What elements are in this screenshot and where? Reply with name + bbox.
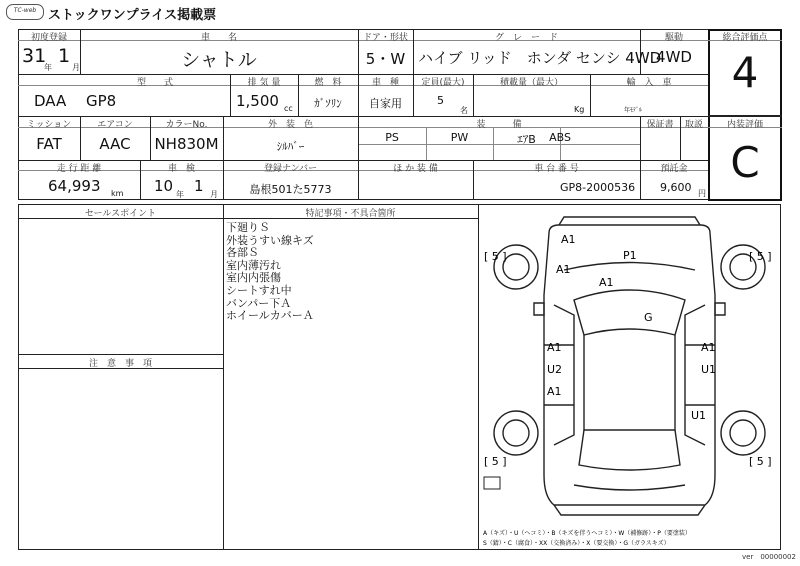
door-type-value: 5・W (365, 50, 406, 68)
label-car-name: 車 名 (200, 33, 237, 43)
first-reg-month-unit: 月 (72, 63, 80, 72)
grade-value: ハイブ リッド ホンダ センシ 4WD (418, 49, 662, 67)
overall-score-value: 4 (731, 48, 759, 97)
load-unit: Kg (574, 105, 585, 114)
usage-value: 自家用 (369, 97, 402, 110)
lower-v1 (223, 204, 224, 550)
mission-value: FAT (36, 135, 62, 153)
code-p1-front: P1 (623, 249, 637, 262)
label-chassis: 車 台 番 号 (534, 164, 579, 174)
tire-rear-left: [ 5 ] (484, 455, 507, 468)
color-value: ｼﾙﾊﾞｰ (276, 140, 305, 153)
label-load: 積載量（最大） (499, 78, 563, 88)
legend-line-1: A（キズ）・U（ヘコミ）・B（キズを伴うヘコミ）・W（補修跡）・P（要塗装） (483, 530, 691, 537)
page-title: ストックワンプライス掲載票 (48, 8, 217, 23)
mileage-value: 64,993 (48, 177, 101, 195)
label-capacity: 定員(最大) (421, 78, 465, 88)
label-sales-point: セールスポイント (84, 209, 157, 219)
label-color-no: カラーNo. (165, 120, 208, 130)
code-a1-front-left: A1 (556, 263, 571, 276)
label-notes: 注 意 事 項 (88, 359, 152, 369)
code-a1-hood: A1 (599, 276, 614, 289)
label-deposit: 預託金 (660, 164, 688, 174)
fuel-value: ｶﾞｿﾘﾝ (314, 97, 342, 110)
code-a1-left-door1: A1 (547, 341, 562, 354)
label-fuel: 燃 料 (314, 78, 342, 88)
label-manual: 取説 (684, 120, 703, 130)
label-overall-score: 総合評価点 (722, 33, 768, 43)
import-unit: 年ﾓﾃﾞﾙ (624, 107, 643, 114)
mileage-unit: km (111, 189, 124, 198)
plate-value: 島根501た5773 (249, 183, 332, 196)
version-label: ver 00000002 (742, 553, 796, 561)
code-g-windshield: G (644, 311, 653, 324)
capacity-value: 5 (437, 94, 444, 107)
notes-top-sep (18, 354, 223, 355)
label-other-equip: ほ か 装 備 (393, 164, 438, 174)
capacity-unit: 名 (460, 106, 468, 115)
remark-item: シートすれ中 (226, 283, 292, 297)
model-value: GP8 (86, 92, 117, 110)
label-inspection: 車 検 (167, 164, 195, 174)
code-a1-left-door2: A1 (547, 385, 562, 398)
first-reg-year: 31 (22, 45, 47, 67)
label-model: 型 式 (136, 78, 173, 88)
label-door-type: ドア・形状 (363, 33, 408, 43)
code-a1-right-door: A1 (701, 341, 716, 354)
remark-item: 室内薄汚れ (226, 258, 281, 272)
label-displacement: 排 気 量 (247, 78, 281, 88)
code-u2-left-door: U2 (547, 363, 563, 376)
remark-item: 各部Ｓ (226, 246, 259, 260)
aircon-value: AAC (99, 135, 131, 153)
remark-item: 下廻りＳ (226, 221, 270, 234)
displacement-value: 1,500 (236, 92, 279, 110)
table-bottom-border (18, 199, 708, 200)
tire-rear-right: [ 5 ] (749, 455, 772, 468)
first-reg-year-unit: 年 (44, 63, 52, 72)
car-damage-diagram (479, 205, 780, 549)
first-reg-month: 1 (58, 45, 71, 67)
label-remarks: 特記事項・不具合箇所 (305, 209, 396, 219)
inspection-year-unit: 年 (176, 190, 184, 199)
inspection-month-unit: 月 (210, 190, 218, 199)
drive-value: 4WD (656, 48, 692, 66)
label-color: 外 装 色 (267, 120, 313, 130)
deposit-unit: 円 (698, 189, 706, 198)
remark-item: ホイールカバーＡ (226, 309, 314, 323)
label-warranty: 保証書 (646, 120, 674, 130)
code-u1-rear-right: U1 (691, 409, 707, 422)
label-equipment: 装 備 (476, 120, 522, 130)
tire-front-left: [ 5 ] (484, 250, 507, 263)
label-interior-score: 内装評価 (726, 120, 763, 130)
deposit-value: 9,600 (660, 181, 692, 194)
interior-score-value: C (730, 138, 760, 187)
inspection-year: 10 (154, 177, 174, 195)
label-mission: ミッション (26, 120, 72, 130)
inspection-month: 1 (194, 177, 204, 195)
equip-abs: ABS (549, 131, 571, 144)
label-plate: 登録ナンバー (264, 164, 317, 174)
model-prefix-value: DAA (34, 92, 67, 110)
color-no-value: NH830M (154, 135, 219, 153)
remarks-list (226, 222, 314, 323)
tire-front-right: [ 5 ] (749, 250, 772, 263)
label-first-reg: 初度登録 (30, 33, 67, 43)
label-mileage: 走 行 距 離 (56, 164, 102, 174)
label-aircon: エアコン (97, 120, 133, 130)
remark-item: 外装うすい線キズ (226, 233, 314, 247)
label-import: 輸 入 車 (626, 78, 672, 88)
remark-item: 室内内張傷 (226, 271, 281, 285)
code-a1-front-bumper: A1 (561, 233, 576, 246)
chassis-value: GP8-2000536 (560, 181, 636, 194)
legend-line-2: S（錆）・C（腐食）・XX（交換済み）・X（要交換）・G（ガラスキズ） (483, 540, 670, 547)
displacement-unit: cc (284, 104, 293, 113)
remark-item: バンパー下Ａ (226, 296, 292, 310)
label-grade: グ レ ー ド (494, 33, 558, 43)
label-drive: 駆動 (664, 33, 683, 43)
equip-pw: PW (450, 131, 469, 144)
equip-airbag: ｴｱB (517, 133, 536, 146)
code-u1-right-door: U1 (701, 363, 717, 376)
label-usage: 車 種 (371, 78, 399, 88)
car-name-value: シャトル (181, 49, 257, 71)
brand-logo: TC-web (6, 4, 44, 20)
equip-ps: PS (385, 131, 399, 144)
